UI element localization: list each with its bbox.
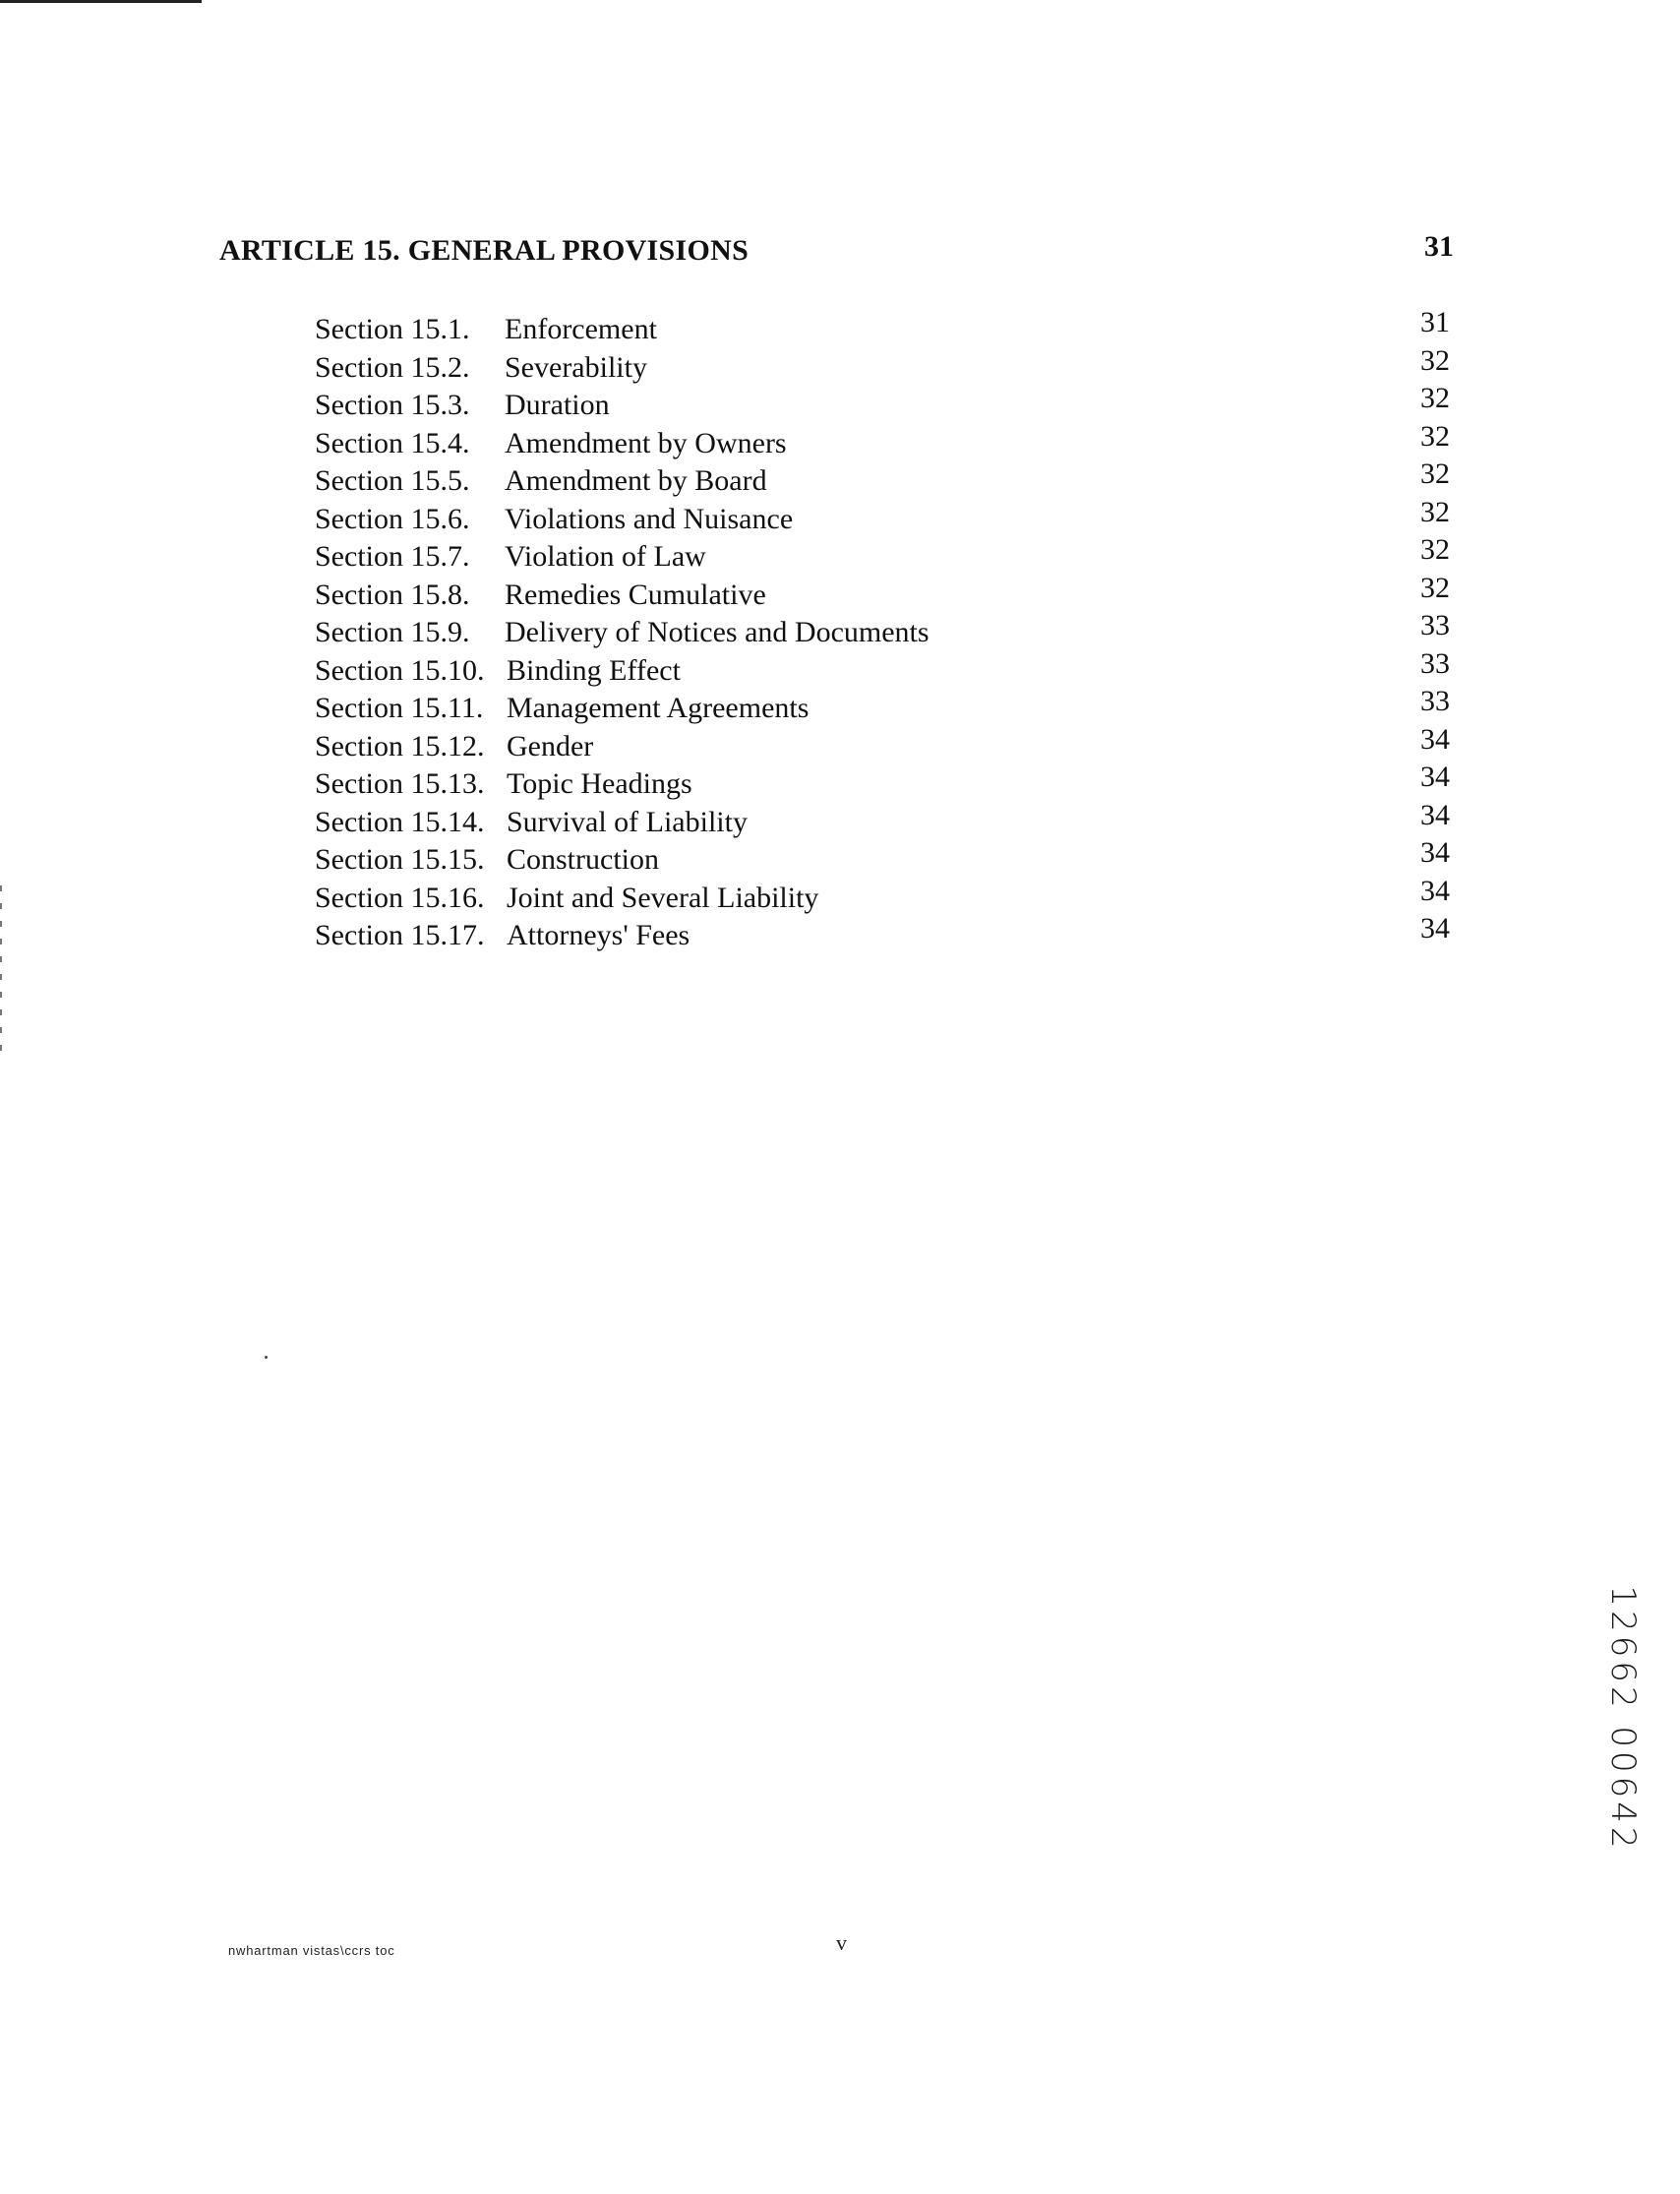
- toc-entry: [315, 722, 1454, 766]
- toc-page-number: 32: [1420, 571, 1450, 604]
- toc-section-number: Section 15.6.: [315, 502, 470, 535]
- toc-section-title: Topic Headings: [507, 767, 692, 800]
- toc-entry: [315, 646, 1454, 691]
- toc-entry: [315, 306, 1454, 349]
- toc-section-title: Amendment by Owners: [505, 426, 787, 459]
- toc-section-number: Section 15.3.: [315, 389, 470, 421]
- footer-page-number: v: [836, 1930, 847, 1955]
- toc-section-number: Section 15.1.: [315, 313, 470, 345]
- toc-page-number: 32: [1420, 343, 1450, 377]
- toc-entry: [315, 419, 1454, 463]
- toc-page-number: 31: [1420, 306, 1450, 338]
- article-title: ARTICLE 15. GENERAL PROVISIONS: [219, 234, 750, 267]
- bates-stamp: [1593, 1586, 1652, 1852]
- toc-section-title: Management Agreements: [507, 692, 810, 724]
- toc-section-title: Gender: [507, 729, 594, 762]
- toc-section-title: Construction: [507, 843, 659, 876]
- toc-section-title: Severability: [505, 350, 647, 384]
- toc-section-title: Enforcement: [505, 313, 657, 345]
- toc-section-title: Binding Effect: [507, 653, 681, 687]
- toc-entry: [315, 571, 1454, 615]
- toc-entry: [315, 685, 1454, 728]
- toc-page-number: 34: [1420, 912, 1450, 945]
- toc-entry: [315, 533, 1454, 577]
- toc-page-number: 32: [1420, 382, 1450, 414]
- toc-section-title: Attorneys' Fees: [507, 919, 690, 951]
- toc-page-number: 33: [1420, 609, 1450, 641]
- toc-entry: [315, 874, 1454, 918]
- toc-entry: [315, 761, 1454, 804]
- toc-page-number: 34: [1420, 874, 1450, 907]
- toc-section-number: Section 15.14.: [315, 805, 485, 838]
- scan-speck: [265, 1356, 268, 1359]
- footer-file-path: nwhartman vistas\ccrs toc: [228, 1943, 395, 1958]
- toc-section-number: Section 15.13.: [315, 767, 485, 800]
- toc-entry: [315, 912, 1454, 955]
- toc-page-number: 33: [1420, 646, 1450, 680]
- toc-section-title: Duration: [505, 389, 610, 421]
- toc-section-number: Section 15.9.: [315, 616, 470, 648]
- toc-page-number: 32: [1420, 533, 1450, 566]
- article-heading: [219, 230, 1454, 274]
- scan-artifact-top-line: [0, 0, 202, 3]
- toc-page-number: 32: [1420, 495, 1450, 528]
- toc-section-number: Section 15.11.: [315, 692, 484, 724]
- toc-section-number: Section 15.10.: [315, 653, 485, 687]
- toc-section-number: Section 15.2.: [315, 350, 470, 384]
- toc-section-number: Section 15.12.: [315, 729, 485, 762]
- toc-entry: [315, 836, 1454, 880]
- toc-entry: [315, 798, 1454, 842]
- toc-section-title: Joint and Several Liability: [507, 881, 819, 914]
- toc-section-title: Violations and Nuisance: [505, 502, 794, 535]
- toc-entry: [315, 343, 1454, 388]
- toc-section-title: Remedies Cumulative: [505, 578, 766, 611]
- toc-page-number: 34: [1420, 722, 1450, 756]
- toc-section-title: Violation of Law: [505, 540, 706, 573]
- toc-section-number: Section 15.17.: [315, 919, 485, 951]
- toc-section-number: Section 15.8.: [315, 578, 470, 611]
- toc-page-number: 34: [1420, 798, 1450, 831]
- toc-page-number: 33: [1420, 685, 1450, 717]
- toc-section-number: Section 15.16.: [315, 881, 485, 914]
- toc-section-title: Survival of Liability: [507, 805, 748, 838]
- toc-page-number: 34: [1420, 761, 1450, 793]
- toc-entry: [315, 609, 1454, 652]
- toc-section-title: Amendment by Board: [505, 464, 767, 497]
- toc-page-number: 32: [1420, 457, 1450, 490]
- table-of-contents: [315, 306, 1454, 955]
- toc-section-number: Section 15.7.: [315, 540, 470, 573]
- toc-page-number: 34: [1420, 836, 1450, 869]
- toc-section-number: Section 15.15.: [315, 843, 485, 876]
- toc-entry: [315, 382, 1454, 425]
- toc-entry: [315, 457, 1454, 501]
- scan-artifact-left-edge: [0, 885, 2, 1063]
- toc-section-number: Section 15.4.: [315, 426, 470, 459]
- article-page-number: 31: [1424, 230, 1454, 263]
- toc-section-title: Delivery of Notices and Documents: [505, 616, 930, 648]
- bates-number: 12662 00642: [1603, 1585, 1643, 1853]
- toc-section-number: Section 15.5.: [315, 464, 470, 497]
- toc-page-number: 32: [1420, 419, 1450, 453]
- toc-entry: [315, 495, 1454, 539]
